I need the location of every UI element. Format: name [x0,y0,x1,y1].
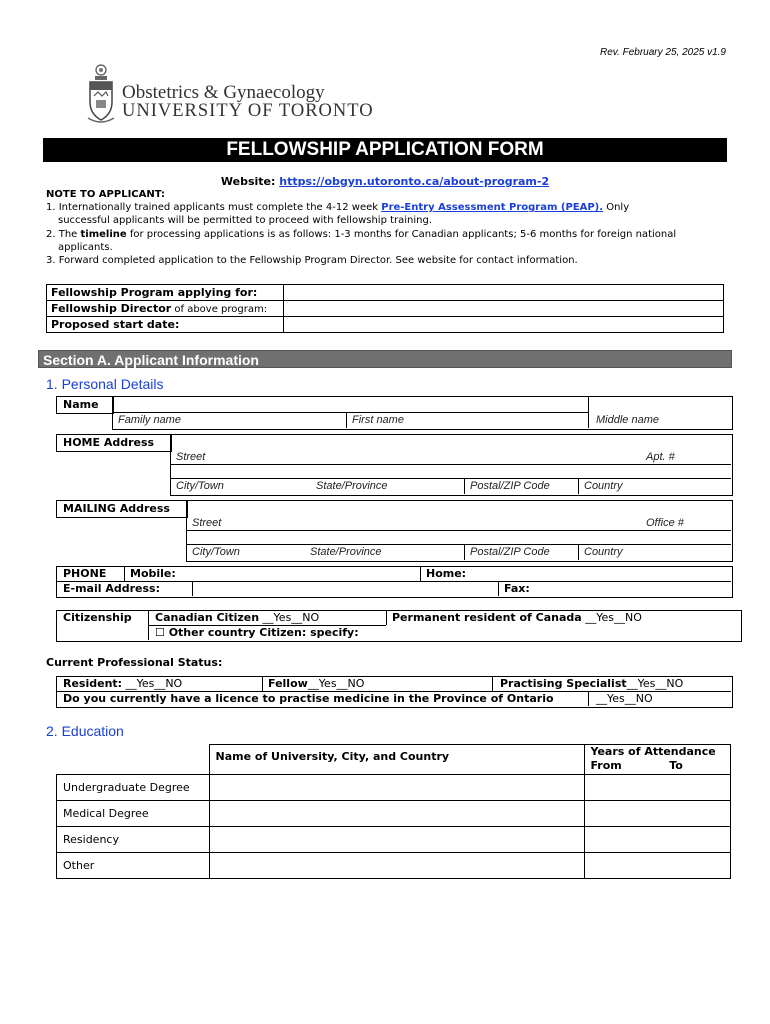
peap-link[interactable]: Pre-Entry Assessment Program (PEAP). [381,202,604,214]
divider [186,544,731,545]
fellow-label: Fellow [268,677,308,690]
resident-option[interactable] [63,677,182,690]
education-years-field[interactable] [584,827,731,853]
mobile-label: Mobile: [130,567,176,580]
divider [578,478,579,494]
education-years-field[interactable] [584,801,731,827]
fax-label: Fax: [504,582,530,595]
licence-question: Do you currently have a licence to practise medicine in the Province of Ontario [63,692,554,705]
citizenship-label: Citizenship [63,611,132,624]
education-table [56,744,731,879]
to-column-header: To [669,759,683,772]
permanent-resident-label: Permanent resident of Canada [392,611,582,624]
canadian-citizen-option[interactable] [155,611,319,624]
permanent-resident-option[interactable] [392,611,642,624]
education-university-field[interactable] [209,801,584,827]
canadian-citizen-label: Canadian Citizen [155,611,260,624]
divider [186,530,731,531]
specialist-label: Practising Specialist [500,677,627,690]
note-item2-bold: timeline [80,228,127,240]
home-phone-label: Home: [426,567,467,580]
mailing-postal-label: Postal/ZIP Code [470,546,550,558]
fellow-option[interactable] [268,677,364,690]
education-university-field[interactable] [209,827,584,853]
divider [262,676,263,691]
note-item2-text: 2. The [46,228,81,240]
note-item2-tail: for processing applications is as follows: 1-3 months for Canadian applicants; 5-6 months for foreign national [126,228,677,240]
home-phone-field[interactable] [468,567,730,581]
divider [124,566,125,581]
fax-field[interactable] [534,582,730,596]
form-title: FELLOWSHIP APPLICATION FORM [43,138,727,162]
resident-label: Resident: [63,677,123,690]
website-label: Website: [220,175,276,188]
director-label-bold: Fellowship Director [51,302,172,315]
education-heading: 2. Education [46,723,124,739]
director-label-rest: of above program: [171,304,268,315]
divider [588,691,589,706]
note-item3: 3. Forward completed application to the Fellowship Program Director. See website for contact information. [46,255,578,267]
mailing-city-label: City/Town [192,546,240,558]
home-state-label: State/Province [316,480,388,492]
home-address-field[interactable] [170,434,733,496]
director-field[interactable] [284,301,724,317]
note-item1-continued: successful applicants will be permitted to proceed with fellowship training. [58,215,433,227]
mobile-field[interactable] [180,567,418,581]
licence-yes-no[interactable]: __Yes__NO [596,692,653,705]
university-column-header: Name of University, City, and Country [215,750,450,763]
program-applying-label: Fellowship Program applying for: [51,286,258,299]
divider [192,581,193,596]
education-university-field[interactable] [209,853,584,879]
years-column-header: Years of Attendance [590,745,716,758]
other-country-checkbox[interactable]: ☐ Other country Citizen: specify: [155,626,359,639]
divider [170,464,731,465]
home-country-label: Country [584,480,623,492]
divider [420,566,421,581]
divider [386,610,387,625]
specialist-yes-no: __Yes__NO [626,677,684,690]
divider [464,544,465,560]
home-address-label: HOME Address [63,436,155,449]
divider [170,478,731,479]
section-a-header: Section A. Applicant Information [38,350,732,368]
specialist-option[interactable] [500,677,683,690]
phone-label: PHONE [63,567,107,580]
empty-corner [57,745,210,775]
fellow-yes-no: __Yes__NO [307,677,365,690]
personal-details-heading: 1. Personal Details [46,376,164,392]
mailing-country-label: Country [584,546,623,558]
home-apt-label: Apt. # [646,451,675,463]
home-city-label: City/Town [176,480,224,492]
education-row-label: Medical Degree [57,801,210,827]
family-name-label: Family name [118,414,181,426]
program-applying-field[interactable] [284,285,724,301]
education-row-label: Undergraduate Degree [57,775,210,801]
home-street-label: Street [176,451,206,463]
mailing-address-label: MAILING Address [63,502,170,515]
website-link[interactable]: https://obgyn.utoronto.ca/about-program-2 [279,175,550,188]
mailing-office-label: Office # [646,517,684,529]
note-item1-text: 1. Internationally trained applicants must complete the 4-12 week [46,202,382,214]
middle-name-label: Middle name [596,414,659,426]
start-date-label: Proposed start date: [51,318,180,331]
note-heading: NOTE TO APPLICANT: [46,189,166,200]
name-label: Name [63,398,99,411]
education-row-label: Residency [57,827,210,853]
from-column-header: From [590,759,622,772]
mailing-street-label: Street [192,517,222,529]
mailing-address-field[interactable] [186,500,733,562]
note-item2-continued: applicants. [58,241,113,253]
education-university-field[interactable] [209,775,584,801]
start-date-field[interactable] [284,317,724,333]
divider [346,412,588,413]
education-row-label: Other [57,853,210,879]
website-line [0,175,770,188]
note-item1-tail: Only [603,202,630,214]
mailing-state-label: State/Province [310,546,382,558]
logo-university: UNIVERSITY OF TORONTO [122,101,374,121]
home-postal-label: Postal/ZIP Code [470,480,550,492]
divider [578,544,579,560]
divider [498,581,499,596]
email-field[interactable] [194,582,496,596]
resident-yes-no: __Yes__NO [122,677,183,690]
divider [464,478,465,494]
professional-status-heading: Current Professional Status: [46,656,223,669]
permanent-yes-no: __Yes__NO [585,611,642,624]
program-table [46,284,724,333]
canadian-yes-no: __Yes__NO [262,611,320,624]
logo-department: Obstetrics & Gynaecology [122,82,325,103]
education-years-field[interactable] [584,775,731,801]
divider [492,676,493,691]
divider [346,412,347,428]
divider [112,412,346,413]
first-name-label: First name [352,414,404,426]
revision-text: Rev. February 25, 2025 v1.9 [600,47,726,58]
education-years-field[interactable] [584,853,731,879]
divider [588,396,589,428]
university-crest-icon [86,62,116,126]
note-to-applicant [46,188,736,267]
email-label: E-mail Address: [63,582,160,595]
